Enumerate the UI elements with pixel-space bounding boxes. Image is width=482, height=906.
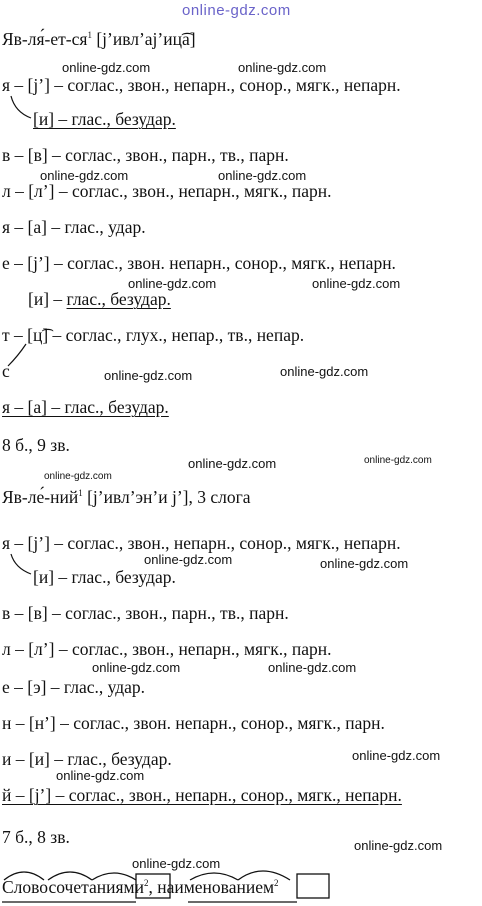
section3-word2: наименованием xyxy=(157,877,275,897)
watermark: online-gdz.com xyxy=(354,838,443,853)
section2-line-5: е – [э] – глас., удар. xyxy=(2,677,146,697)
watermark: online-gdz.com xyxy=(280,364,369,379)
watermark: online-gdz.com xyxy=(144,552,233,567)
section1-line-3: в – [в] – соглас., звон., парн., тв., парн. xyxy=(2,145,289,165)
section3-word1: Словосочетаниями xyxy=(2,877,144,897)
section2-line-7: и – [и] – глас., безудар. xyxy=(2,749,172,769)
section1-line-10: я – [а] – глас., безудар. xyxy=(2,397,169,417)
section1-line-2: [и] – глас., безудар. xyxy=(33,109,176,129)
watermark: online-gdz.com xyxy=(92,660,181,675)
watermark: online-gdz.com xyxy=(188,456,277,471)
section1-line-5: я – [а] – глас., удар. xyxy=(2,217,146,237)
watermark: online-gdz.com xyxy=(62,60,151,75)
section1-line-8: т – [ц͡] – соглас., глух., непар., тв., непар. xyxy=(2,325,305,345)
section1-count: 8 б., 9 зв. xyxy=(2,435,70,455)
section2-line-8: й – [j’] – соглас., звон., непарн., сонор., мягк., непарн. xyxy=(2,785,402,805)
section2-line-4: л – [л’] – соглас., звон., непарн., мягк., парн. xyxy=(2,639,332,659)
watermark: online-gdz.com xyxy=(364,455,432,466)
watermark: online-gdz.com xyxy=(40,168,129,183)
watermark: online-gdz.com xyxy=(56,768,145,783)
section2-title-sup: 1 xyxy=(78,488,83,498)
section1-line-9: с xyxy=(2,361,10,381)
watermark: online-gdz.com xyxy=(312,276,401,291)
section1-title-sup: 1 xyxy=(87,30,92,40)
section3-word2-sup: 2 xyxy=(274,878,279,888)
section2-line-2: [и] – глас., безудар. xyxy=(33,567,176,587)
section1-line-4: л – [л’] – соглас., звон., непарн., мягк., парн. xyxy=(2,181,332,201)
section3-line xyxy=(2,876,279,901)
watermark: online-gdz.com xyxy=(128,276,217,291)
section3-word1-sup: 2 xyxy=(143,878,149,888)
section1-line-6: е – [j’] – соглас., звон. непарн., сонор., мягк., непарн. xyxy=(2,253,396,273)
watermark: online-gdz.com xyxy=(104,368,193,383)
watermark: online-gdz.com xyxy=(132,856,221,871)
watermark: online-gdz.com xyxy=(352,748,441,763)
section2-line-1: я – [j’] – соглас., звон., непарн., сонор., мягк., непарн. xyxy=(2,533,401,553)
watermark: online-gdz.com xyxy=(320,556,409,571)
watermark: online-gdz.com xyxy=(44,471,112,482)
watermark: online-gdz.com xyxy=(218,168,307,183)
ending-box xyxy=(297,874,329,898)
watermark: online-gdz.com xyxy=(268,660,357,675)
section3-separator: , xyxy=(148,877,158,897)
watermark-top: online-gdz.com xyxy=(182,2,291,19)
section2-title-transcription: [j’ивл’эн’и j’], 3 слога xyxy=(87,487,251,507)
section2-line-6: н – [н’] – соглас., звон. непарн., сонор., мягк., парн. xyxy=(2,713,385,733)
section1-line-7-underlined: глас., безудар. xyxy=(66,289,171,309)
watermark: online-gdz.com xyxy=(238,60,327,75)
section1-line-7-prefix: [и] – xyxy=(28,289,67,309)
section1-title-transcription: [j’ивл’аj’иц͡а] xyxy=(96,29,196,49)
section2-count: 7 б., 8 зв. xyxy=(2,827,70,847)
section2-line-3: в – [в] – соглас., звон., парн., тв., парн. xyxy=(2,603,289,623)
section1-line-1: я – [j’] – соглас., звон., непарн., сонор., мягк., непарн. xyxy=(2,75,401,95)
section2-title-word: Яв-ле́-ний xyxy=(2,487,79,507)
section1-title-word: Яв-ля́-ет-ся xyxy=(2,29,88,49)
